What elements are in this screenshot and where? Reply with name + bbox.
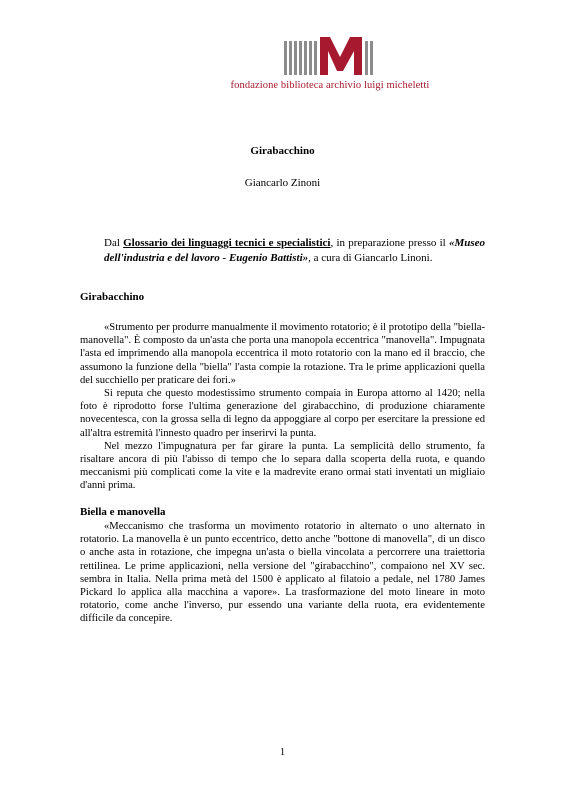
document-title: Girabacchino <box>250 145 315 157</box>
foundation-name: fondazione biblioteca archivio luigi micheletti <box>230 80 430 91</box>
document-author: Giancarlo Zinoni <box>244 177 321 189</box>
glossary-link[interactable]: Glossario dei linguaggi tecnici e specialistici <box>123 237 331 249</box>
paragraph: Si reputa che questo modestissimo strumento compaia in Europa attorno al 1420; nella foto è riprodotto forse l'ultima generazione del girabacchino, di produzione chiaramente novecentesca, con la grossa sella di legno da appoggiare al corpo per esercitare la pressione ed all'altra estremità l'innesto quadro per inserirvi la punta. <box>80 388 485 439</box>
intro-text-1: Dal <box>104 237 124 249</box>
museum-name: «Museo dell'industria e del lavoro - Eugenio Battisti» <box>104 237 485 264</box>
section-body-girabacchino <box>80 321 485 493</box>
section-heading-biella: Biella e manovella <box>80 506 166 518</box>
section-body-biella <box>80 520 485 626</box>
paragraph: «Strumento per produrre manualmente il movimento rotatorio; è il prototipo della "biella-manovella". È composto da un'asta che porta una manopola eccentrica "manovella". Impugnata l'asta ed imprimendo alla manopola eccentrica il moto rotatorio con la mano ed il braccio, che assumono la funzione della "biella" l'asta compie la rotazione. Tra le prime applicazioni quella del succhiello per praticare dei fori.» <box>80 322 485 386</box>
intro-text-3: , a cura di Giancarlo Linoni. <box>308 252 433 264</box>
micheletti-logo <box>284 37 376 77</box>
intro-text-2: , in preparazione presso il <box>330 237 449 249</box>
paragraph: «Meccanismo che trasforma un movimento rotatorio in alternato o uno alternato in rotatorio. La manovella è un punto eccentrico, detto anche "bottone di manovella", di un disco o anche asta in rotazione, che impegna un'asta o biella vincolata a percorrere una traiettoria rettilinea. Le prime applicazioni, nella versione del "girabacchino", compaiono nel XV sec. sembra in Italia. Nella prima metà del 1500 è applicato al filatoio a pedale, nel 1780 James Pickard lo applica alla macchina a vapore». La trasformazione del moto lineare in moto rotatorio, come anche l'inverso, pur essendo una variante della ruota, era evidentemente difficile da concepire. <box>80 521 485 625</box>
intro-paragraph <box>80 236 485 266</box>
page-number: 1 <box>279 747 286 758</box>
section-heading-girabacchino: Girabacchino <box>80 291 145 303</box>
paragraph: Nel mezzo l'impugnatura per far girare la punta. La semplicità dello strumento, fa risaltare ancora di più l'abisso di tempo che lo separa dalla scoperta della ruota, e quando meccanismi più complicati come la vite e la madrevite erano ormai stati inventati un migliaio d'anni prima. <box>80 440 485 492</box>
